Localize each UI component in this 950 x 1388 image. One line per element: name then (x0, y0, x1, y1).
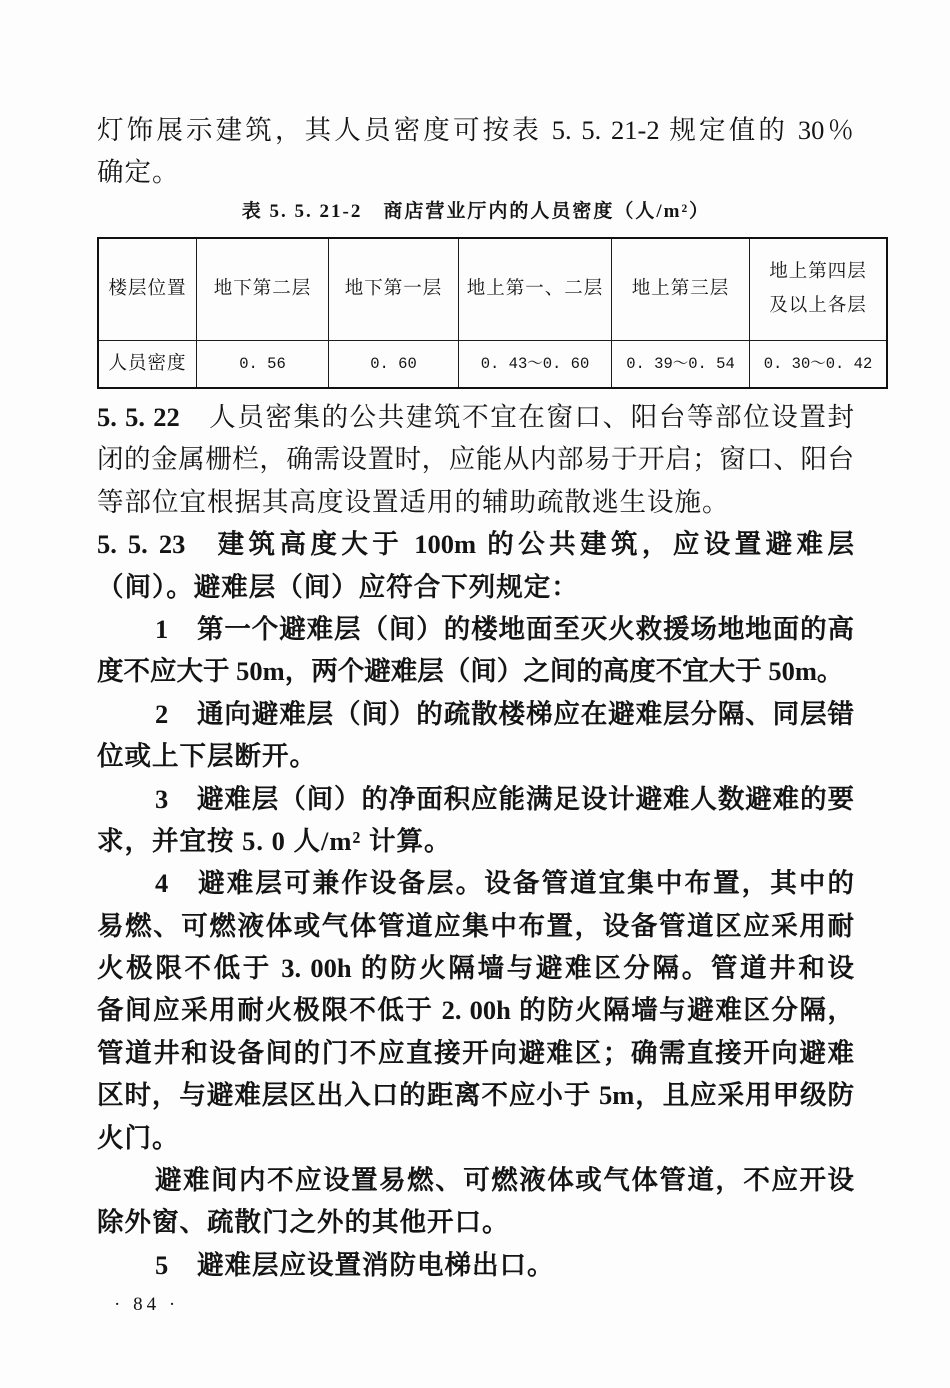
table-header-cell: 地上第一、二层 (459, 238, 612, 340)
table-cell: 0. 60 (329, 340, 459, 388)
density-table (97, 237, 888, 389)
text-line: 灯饰展示建筑，其人员密度可按表 5. 5. 21-2 规定值的 30％ (97, 115, 854, 145)
text-run: 通向避难层（间）的疏散楼梯应在避难层分隔、同层错 (196, 698, 854, 729)
text-line: 火极限不低于 3. 00h 的防火隔墙与避难区分隔。管道井和设 (97, 953, 854, 984)
list-item-first-line (97, 862, 854, 904)
list-item-1 (97, 608, 854, 693)
text-line: 闭的金属栅栏，确需设置时，应能从内部易于开启；窗口、阳台 (97, 444, 854, 475)
table-cell: 0. 43～0. 60 (459, 340, 612, 388)
table-header-cell: 地下第二层 (197, 238, 329, 340)
table-header-cell: 地上第四层 及以上各层 (750, 238, 888, 340)
list-item-first-line (97, 693, 854, 735)
table-header-cell: 地下第一层 (329, 238, 459, 340)
body-text (97, 396, 854, 1286)
text-run: 避难层应设置消防电梯出口。 (197, 1249, 555, 1280)
text-line: 等部位宜根据其高度设置适用的辅助疏散逃生设施。 (97, 486, 730, 517)
text-run: 人员密集的公共建筑不宜在窗口、阳台等部位设置封 (207, 402, 855, 432)
text-line: 火门。 (97, 1122, 180, 1153)
table-header-cell: 楼层位置 (98, 238, 197, 340)
clause-number: 5. 5. 23 (97, 529, 186, 560)
list-item-number: 3 (155, 783, 169, 814)
table-row (98, 340, 887, 388)
clause-number: 5. 5. 22 (97, 402, 180, 432)
clause-5-5-22 (97, 396, 854, 523)
text-line: 度不应大于 50m，两个避难层（间）之间的高度不宜大于 50m。 (97, 656, 844, 687)
list-item-number: 4 (155, 868, 169, 899)
clause-first-line (97, 523, 854, 565)
text-line: 避难间内不应设置易燃、可燃液体或气体管道，不应开设 (155, 1165, 854, 1196)
list-item-3 (97, 778, 854, 863)
table-cell: 0. 30～0. 42 (750, 340, 888, 388)
table-header-row (98, 238, 887, 340)
list-item-5 (97, 1244, 854, 1286)
text-run: 避难层（间）的净面积应能满足设计避难人数避难的要 (196, 783, 854, 814)
list-item-first-line (97, 1244, 854, 1286)
table-cell: 0. 56 (197, 340, 329, 388)
table-cell: 0. 39～0. 54 (612, 340, 750, 388)
table-caption: 表 5. 5. 21-2 商店营业厅内的人员密度（人/m²） (241, 201, 711, 222)
clause-5-5-23 (97, 523, 854, 1286)
list-item-2 (97, 693, 854, 778)
text-line: 备间应采用耐火极限不低于 2. 00h 的防火隔墙与避难区分隔， (97, 995, 854, 1026)
text-line: 除外窗、疏散门之外的其他开口。 (97, 1207, 510, 1238)
text-line: 易燃、可燃液体或气体管道应集中布置，设备管道区应采用耐 (97, 910, 854, 941)
page-number: · 84 · (114, 1294, 180, 1315)
text-line: （间）。避难层（间）应符合下列规定： (97, 571, 579, 602)
text-run: 避难层可兼作设备层。设备管道宜集中布置，其中的 (196, 868, 854, 899)
clause-first-line (97, 396, 854, 438)
list-item-first-line (97, 608, 854, 650)
text-line: 位或上下层断开。 (97, 741, 317, 772)
text-run: 建筑高度大于 100m 的公共建筑，应设置避难层 (213, 529, 854, 560)
text-line: 管道井和设备间的门不应直接开向避难区；确需直接开向避难 (97, 1037, 854, 1068)
table-header-cell: 地上第三层 (612, 238, 750, 340)
text-line: 确定。 (97, 157, 180, 188)
text-line: 区时，与避难层区出入口的距离不应小于 5m，且应采用甲级防 (97, 1080, 854, 1111)
list-item-number: 2 (155, 698, 169, 729)
text-line: 求，并宜按 5. 0 人/m² 计算。 (97, 825, 452, 856)
list-item-4 (97, 862, 854, 1244)
list-item-number: 1 (155, 613, 169, 644)
list-item-number: 5 (155, 1249, 170, 1280)
intro-paragraph (97, 109, 854, 194)
table-row-label: 人员密度 (98, 340, 197, 388)
text-run: 第一个避难层（间）的楼地面至灭火救援场地地面的高 (196, 613, 854, 644)
list-item-first-line (97, 778, 854, 820)
